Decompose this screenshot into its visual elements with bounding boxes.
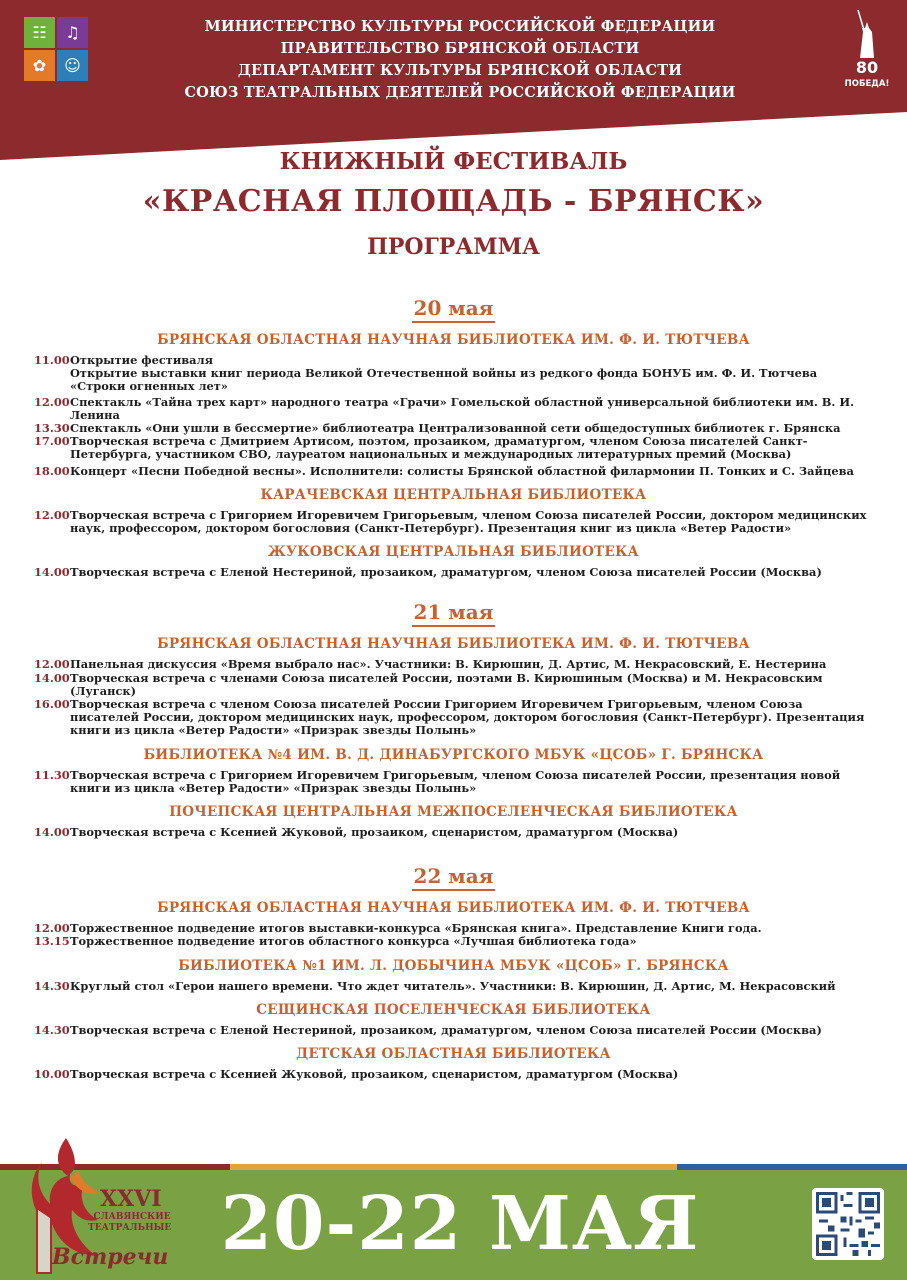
slavic-theatre-festival-logo [24, 1134, 174, 1280]
festival-title: «КРАСНАЯ ПЛОЩАДЬ - БРЯНСК» [142, 184, 765, 219]
event-time: 14.00 [34, 825, 70, 840]
organizers-list [130, 16, 790, 104]
event-time: 18.00 [34, 463, 70, 478]
venue-title: БРЯНСКАЯ ОБЛАСТНАЯ НАУЧНАЯ БИБЛИОТЕКА ИМ. Ф. И. ТЮТЧЕВА [157, 900, 750, 917]
festival-dates: 20-22 МАЯ [220, 1181, 700, 1267]
event-time: 14.30 [34, 1022, 70, 1037]
event-text: Открытие фестиваля [70, 353, 214, 367]
palette-icon: ✿ [24, 50, 55, 81]
day-date: 21 мая [412, 599, 496, 627]
event-item [0, 1068, 907, 1081]
festival-line2: ТЕАТРАЛЬНЫЕ [88, 1223, 172, 1233]
culture-logo [24, 17, 88, 81]
event-item [0, 367, 907, 393]
event-time: 16.00 [34, 697, 70, 712]
organizer-line: ПРАВИТЕЛЬСТВО БРЯНСКОЙ ОБЛАСТИ [280, 40, 640, 57]
venue-title: БРЯНСКАЯ ОБЛАСТНАЯ НАУЧНАЯ БИБЛИОТЕКА ИМ. Ф. И. ТЮТЧЕВА [157, 636, 750, 653]
venue-title: БРЯНСКАЯ ОБЛАСТНАЯ НАУЧНАЯ БИБЛИОТЕКА ИМ. Ф. И. ТЮТЧЕВА [157, 332, 750, 348]
event-time: 12.00 [34, 921, 70, 936]
event-text: Творческая встреча с Григорием Игоревичем Григорьевым, членом Союза писателей России, презентация новой книги из цикла «Ветер Радости» «Призрак звезды Полынь» [70, 767, 841, 795]
theatre-masks-icon: ☺ [57, 50, 88, 81]
event-time: 14.30 [34, 978, 70, 993]
day-section [0, 863, 907, 1081]
festival-number: XXVI [100, 1186, 162, 1212]
organizer-line: СОЮЗ ТЕАТРАЛЬНЫХ ДЕЯТЕЛЕЙ РОССИЙСКОЙ ФЕДЕРАЦИИ [184, 84, 736, 101]
event-time: 14.00 [34, 565, 70, 580]
event-time: 13.30 [34, 421, 70, 436]
event-text: Творческая встреча с Ксенией Жуковой, прозаиком, сценаристом, драматургом (Москва) [70, 1067, 679, 1082]
event-text: Творческая встреча с Ксенией Жуковой, прозаиком, сценаристом, драматургом (Москва) [70, 825, 679, 840]
event-text: Круглый стол «Герои нашего времени. Что ждет читатель». Участники: В. Кирюшин, Д. Артис, М. Некрасовский [70, 978, 836, 993]
event-item [0, 566, 907, 579]
victory-number: 80 [855, 58, 879, 77]
venue-title: СЕЩИНСКАЯ ПОСЕЛЕНЧЕСКАЯ БИБЛИОТЕКА [256, 1001, 651, 1018]
event-time: 12.00 [34, 394, 70, 409]
event-item [0, 1024, 907, 1037]
venue-title: ДЕТСКАЯ ОБЛАСТНАЯ БИБЛИОТЕКА [296, 1046, 611, 1063]
venue-title: ПОЧЕПСКАЯ ЦЕНТРАЛЬНАЯ МЕЖПОСЕЛЕНЧЕСКАЯ БИБЛИОТЕКА [169, 804, 738, 821]
event-item [0, 435, 907, 461]
event-item [0, 698, 907, 738]
event-item [0, 980, 907, 993]
venue-title: ЖУКОВСКАЯ ЦЕНТРАЛЬНАЯ БИБЛИОТЕКА [268, 544, 639, 561]
book-icon: ☷ [24, 17, 55, 48]
day-section [0, 599, 907, 839]
event-time: 11.30 [34, 767, 70, 782]
event-time: 17.00 [34, 434, 70, 449]
event-text: Творческая встреча с Григорием Игоревичем Григорьевым, членом Союза писателей России, доктором медицинских наук, профессором, доктором богословия (Санкт-Петербург). Презентация книг из цикла «Ветер Радости» [70, 507, 867, 536]
event-text: Концерт «Песни Победной весны». Исполнители: солисты Брянской областной филармонии П. Тонких и С. Зайцева [70, 463, 854, 478]
venue-title: БИБЛИОТЕКА №4 ИМ. В. Д. ДИНАБУРГСКОГО МБУК «ЦСОБ» Г. БРЯНСКА [143, 746, 764, 763]
event-time: 12.00 [34, 657, 70, 672]
event-text: Торжественное подведение итогов областного конкурса «Лучшая библиотека года» [70, 934, 637, 949]
event-text: Спектакль «Они ушли в бессмертие» библиотеатра Централизованной сети общедоступных библиотек г. Брянска [70, 421, 841, 436]
venue-title: БИБЛИОТЕКА №1 ИМ. Л. ДОБЫЧИНА МБУК «ЦСОБ» Г. БРЯНСКА [178, 957, 729, 974]
organizer-line: ДЕПАРТАМЕНТ КУЛЬТУРЫ БРЯНСКОЙ ОБЛАСТИ [237, 62, 683, 79]
organizer-line: МИНИСТЕРСТВО КУЛЬТУРЫ РОССИЙСКОЙ ФЕДЕРАЦИИ [204, 18, 716, 35]
qr-code-icon[interactable] [812, 1188, 884, 1260]
event-item [0, 672, 907, 698]
event-text: Творческая встреча с Еленой Нестериной, прозаиком, драматургом, членом Союза писателей России (Москва) [70, 565, 822, 580]
event-text: Спектакль «Тайна трех карт» народного театра «Грачи» Гомельской областной универсальной библиотеки им. В. И. Ленина [70, 394, 855, 422]
festival-titles [0, 146, 907, 268]
festival-word: Встречи [52, 1244, 169, 1270]
event-text: Творческая встреча с членами Союза писателей России, поэтами В. Кирюшиным (Москва) и М. Некрасовским (Луганск) [70, 670, 823, 698]
festival-line1: СЛАВЯНСКИЕ [93, 1212, 171, 1222]
event-text: Творческая встреча с Дмитрием Артисом, поэтом, прозаиком, драматургом, членом Союза писателей Санкт-Петербурга, участником СВО, лауреатом национальных и международных литературных премий (Москва) [70, 434, 808, 462]
event-text: Торжественное подведение итогов выставки-конкурса «Брянская книга». Представление Книги года. [70, 921, 762, 936]
event-time: 10.00 [34, 1067, 70, 1082]
victory-word: ПОБЕДА! [844, 79, 890, 89]
event-item [0, 935, 907, 948]
day-section [0, 295, 907, 579]
event-text: Открытие выставки книг периода Великой Отечественной войны из редкого фонда БОНУБ им. Ф. И. Тютчева «Строки огненных лет» [70, 366, 818, 394]
event-time: 13.15 [34, 934, 70, 949]
day-date: 22 мая [412, 863, 496, 891]
event-text: Творческая встреча с членом Союза писателей России Григорием Игоревичем Григорьевым, членом Союза писателей России, доктором медицинских наук, профессором, доктором богословия (Санкт-Петербург). Презентация книги из цикла «Ветер Радости» «Призрак звезды Полынь» [70, 697, 865, 738]
event-item [0, 396, 907, 422]
qr-pattern [816, 1192, 880, 1256]
event-item [0, 658, 907, 671]
event-time: 11.00 [34, 353, 70, 367]
event-item [0, 509, 907, 535]
event-item [0, 465, 907, 478]
festival-subtitle: КНИЖНЫЙ ФЕСТИВАЛЬ [279, 148, 628, 175]
event-text: Творческая встреча с Еленой Нестериной, прозаиком, драматургом, членом Союза писателей России (Москва) [70, 1022, 822, 1037]
event-item [0, 826, 907, 839]
victory-80-logo [842, 8, 892, 94]
event-item [0, 769, 907, 795]
program [0, 293, 907, 1081]
day-date: 20 мая [412, 295, 496, 323]
event-time: 12.00 [34, 507, 70, 522]
event-time: 14.00 [34, 670, 70, 685]
music-note-icon: ♫ [57, 17, 88, 48]
venue-title: КАРАЧЕВСКАЯ ЦЕНТРАЛЬНАЯ БИБЛИОТЕКА [260, 486, 647, 503]
event-text: Панельная дискуссия «Время выбрало нас». Участники: В. Кирюшин, Д. Артис, М. Некрасовский, Е. Нестерина [70, 657, 827, 672]
program-heading: ПРОГРАММА [367, 234, 540, 260]
